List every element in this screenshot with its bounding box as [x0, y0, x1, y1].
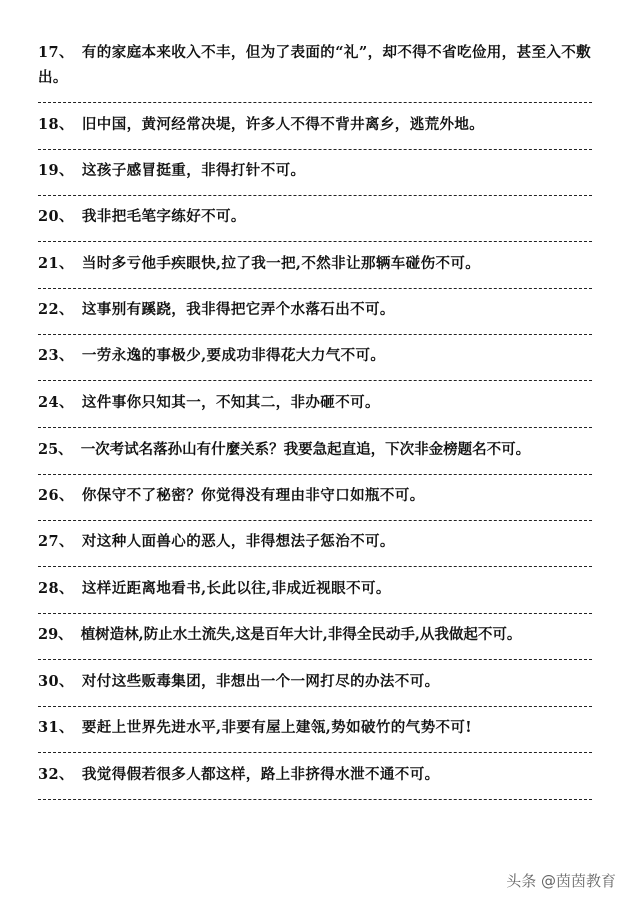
exercise-text: 我觉得假若很多人都这样，路上非挤得水泄不通不可。	[81, 766, 440, 783]
exercise-number: 26、	[38, 487, 74, 504]
answer-line	[38, 520, 592, 521]
exercise-item-17	[38, 40, 604, 90]
exercise-item-23	[38, 343, 604, 368]
exercise-number: 31、	[38, 719, 74, 736]
exercise-number: 28、	[38, 580, 74, 597]
exercise-text: 对付这些贩毒集团，非想出一个一网打尽的办法不可。	[81, 673, 440, 690]
exercise-sentence	[38, 390, 604, 415]
exercise-text: 当时多亏他手疾眼快,拉了我一把,不然非让那辆车碰伤不可。	[81, 255, 481, 272]
exercise-item-31	[38, 715, 604, 740]
exercise-sentence	[38, 529, 604, 554]
exercise-number: 24、	[38, 394, 74, 411]
exercise-number: 22、	[38, 301, 74, 318]
exercise-sentence	[38, 576, 604, 601]
answer-line	[38, 752, 592, 753]
answer-line	[38, 474, 592, 475]
exercise-number: 29、	[38, 626, 73, 643]
answer-line	[38, 380, 592, 381]
answer-line	[38, 566, 592, 567]
exercise-text: 这事别有蹊跷，我非得把它弄个水落石出不可。	[81, 301, 395, 318]
exercise-item-24	[38, 390, 604, 415]
exercise-sentence	[38, 343, 604, 368]
exercise-number: 25、	[38, 441, 73, 458]
exercise-item-22	[38, 297, 604, 322]
exercise-item-28	[38, 576, 604, 601]
exercise-text: 这件事你只知其一，不知其二，非办砸不可。	[81, 394, 380, 411]
exercise-text: 这样近距离地看书,长此以往,非成近视眼不可。	[81, 580, 391, 597]
exercise-item-26	[38, 483, 604, 508]
exercise-text: 一劳永逸的事极少,要成功非得花大力气不可。	[81, 347, 386, 364]
exercise-text: 对这种人面兽心的恶人，非得想法子惩治不可。	[81, 533, 395, 550]
exercise-text: 这孩子感冒挺重，非得打针不可。	[81, 162, 306, 179]
exercise-item-21	[38, 251, 604, 276]
exercise-number: 32、	[38, 766, 74, 783]
exercise-number: 21、	[38, 255, 74, 272]
exercise-sentence	[38, 40, 604, 90]
exercise-sentence	[38, 112, 604, 137]
exercise-text: 植树造林,防止水土流失,这是百年大计,非得全民动手,从我做起不可。	[80, 626, 522, 643]
exercise-sentence	[38, 251, 604, 276]
exercise-number: 18、	[38, 116, 74, 133]
exercise-sentence	[38, 297, 604, 322]
answer-line	[38, 102, 592, 103]
exercise-number: 19、	[38, 162, 74, 179]
exercise-sentence	[38, 762, 604, 787]
exercise-item-27	[38, 529, 604, 554]
exercise-item-32	[38, 762, 604, 787]
exercise-number: 30、	[38, 673, 74, 690]
exercise-item-25	[38, 437, 604, 462]
exercise-number: 23、	[38, 347, 74, 364]
exercise-sentence	[38, 622, 604, 647]
answer-line	[38, 659, 592, 660]
answer-line	[38, 334, 592, 335]
answer-line	[38, 241, 592, 242]
exercise-sentence	[38, 715, 604, 740]
answer-line	[38, 195, 592, 196]
exercise-sentence	[38, 158, 604, 183]
exercise-text: 我非把毛笔字练好不可。	[81, 208, 246, 225]
exercise-item-19	[38, 158, 604, 183]
answer-line	[38, 799, 592, 800]
exercise-item-30	[38, 669, 604, 694]
exercise-number: 20、	[38, 208, 74, 225]
answer-line	[38, 427, 592, 428]
exercise-sentence	[38, 204, 604, 229]
exercise-sentence	[38, 437, 604, 462]
exercise-number: 27、	[38, 533, 74, 550]
exercise-text: 旧中国，黄河经常决堤，许多人不得不背井离乡，逃荒外地。	[81, 116, 485, 133]
exercise-text: 你保守不了秘密？你觉得没有理由非守口如瓶不可。	[81, 487, 425, 504]
exercise-sentence	[38, 669, 604, 694]
exercise-number: 17、	[38, 44, 74, 61]
answer-line	[38, 288, 592, 289]
exercise-sentence	[38, 483, 604, 508]
exercise-text: 一次考试名落孙山有什麼关系？我要急起直追，下次非金榜题名不可。	[80, 441, 531, 458]
answer-line	[38, 149, 592, 150]
exercise-item-29	[38, 622, 604, 647]
source-watermark: 头条 @茵茵教育	[500, 868, 622, 893]
answer-line	[38, 706, 592, 707]
exercise-item-18	[38, 112, 604, 137]
exercise-text: 要赶上世界先进水平,非要有屋上建瓴,势如破竹的气势不可!	[81, 719, 473, 736]
answer-line	[38, 613, 592, 614]
exercise-text: 有的家庭本来收入不丰，但为了表面的“礼”，却不得不省吃俭用，甚至入不敷出。	[38, 44, 592, 86]
exercise-item-20	[38, 204, 604, 229]
